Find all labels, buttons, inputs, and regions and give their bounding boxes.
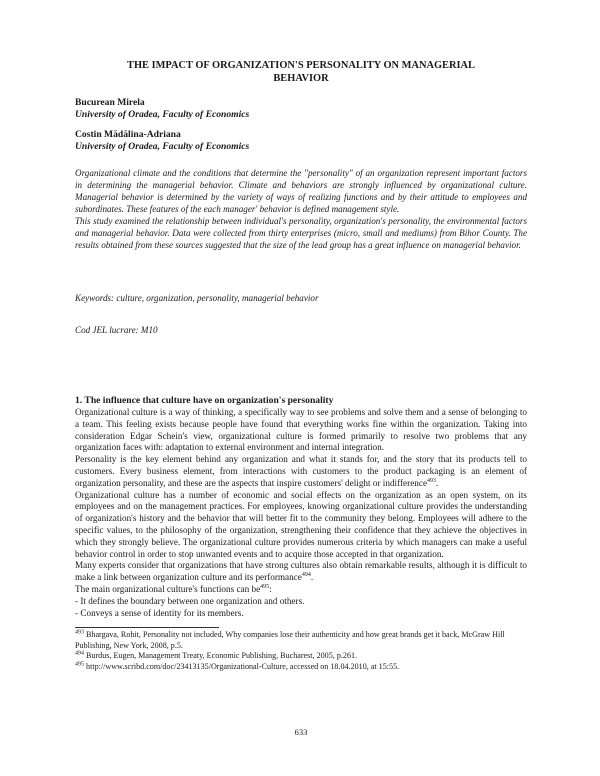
footnote [75, 651, 527, 662]
body-text [75, 407, 527, 619]
paragraph-end: . [310, 572, 314, 583]
abstract [75, 167, 527, 251]
footnote [75, 662, 527, 673]
paragraph-end: : [269, 583, 272, 594]
abstract-paragraph: This study examined the relationship between individual's personality, organization's personality, the environmental factors and managerial behavior. Data were collected from thirty enterprises (micro, small and mediums) from Bihor County. The results obtained from these sources suggested that the size of the lead group has a great influence on managerial behavior. [75, 216, 527, 250]
author-affiliation: University of Oradea, Faculty of Economics [75, 141, 250, 152]
list-item: - Conveys a sense of identity for its members. [75, 607, 244, 618]
footnote [75, 630, 527, 651]
keywords: Keywords: culture, organization, personality, managerial behavior [75, 293, 319, 303]
paragraph-text: Personality is the key element behind any organization and what it stands for, and the story that its products tell to customers. Every business element, from interactions with customers to the product packaging is an element of organization personality, and these are the aspects that inspire customers' delight or indifference [75, 454, 527, 488]
paper-page [75, 0, 527, 776]
body-paragraph [75, 584, 527, 596]
author-name: Bucurean Mirela [75, 97, 145, 108]
abstract-paragraph: Organizational climate and the conditions that determine the "personality" of an organization represent important factors in determining the managerial behavior. Climate and behaviors are strongly influenced by organizational culture. Managerial behavior is determined by the variety of ways of realizing functions and by their attitude to employees and subordinates. These features of the each manager' behavior is defined management style. [75, 168, 527, 214]
body-paragraph: Organizational culture has a number of economic and social effects on the organization as an open system, on its employees and on the management practices. For employees, knowing organizational culture provides the understanding of organization's history and the behavior that will better fit to the community they belong. Employees will adhere to the specific values, to the philosophy of the organization, strengthening their confidence that they achieve the objectives in which they strongly believe. The organizational culture provides numerous criteria by which managers can make a useful behavior control in order to stop unwanted events and to acquire those accepted in that organization. [75, 489, 527, 559]
footnote-ref: 494 [301, 572, 311, 579]
page-number: 633 [294, 727, 308, 737]
footnote-text: http://www.scribd.com/doc/23413135/Organizational-Culture, accessed on 18.04.2010, at 15:55. [84, 661, 400, 671]
title-line-1: THE IMPACT OF ORGANIZATION'S PERSONALITY ON MANAGERIAL [127, 60, 475, 71]
paragraph-text: Many experts consider that organizations that have strong cultures also obtain remarkable results, although it is difficult to make a link between organization culture and its performance [75, 560, 527, 583]
footnote-ref: 493 [427, 477, 437, 484]
paragraph-text: The main organizational culture's functions can be [75, 583, 261, 594]
footnotes [75, 630, 527, 672]
section-heading: 1. The influence that culture have on organization's personality [75, 395, 334, 406]
footnote-divider [75, 627, 219, 628]
footnote-text: Bhargava, Rohit, Personality not included, Why companies lose their authenticity and how great brands get it back, McGraw Hill Publishing, New York, 2008, p.5. [75, 630, 505, 650]
title-line-2: BEHAVIOR [273, 73, 329, 84]
list-item: - It defines the boundary between one organization and others. [75, 595, 305, 606]
author-1 [75, 97, 249, 121]
footnote-number: 494 [75, 650, 84, 657]
footnote-text: Burdus, Eugen, Management Treaty, Economic Publishing, Bucharest, 2005, p.261. [84, 651, 358, 660]
paper-title [75, 59, 527, 85]
footnote-number: 493 [75, 629, 84, 636]
footnote-number: 495 [75, 660, 84, 667]
paragraph-end: . [436, 477, 439, 488]
body-paragraph [75, 454, 527, 489]
author-name: Costin Mădălina-Adriana [75, 129, 181, 140]
footnote-ref: 495 [260, 583, 270, 590]
author-2 [75, 129, 249, 153]
author-affiliation: University of Oradea, Faculty of Economics [75, 109, 250, 120]
jel-code: Cod JEL lucrare: M10 [75, 325, 158, 335]
body-paragraph [75, 560, 527, 584]
body-paragraph: Organizational culture is a way of thinking, a specifically way to see problems and solve them and a sense of belonging to a team. This feeling exists because people have found that everything works fine within the organization. Taking into consideration Edgar Schein's view, organizational culture is formed primarily to resolve two problems that any organization faces with: adaptation to external environment and internal integration. [75, 407, 527, 453]
